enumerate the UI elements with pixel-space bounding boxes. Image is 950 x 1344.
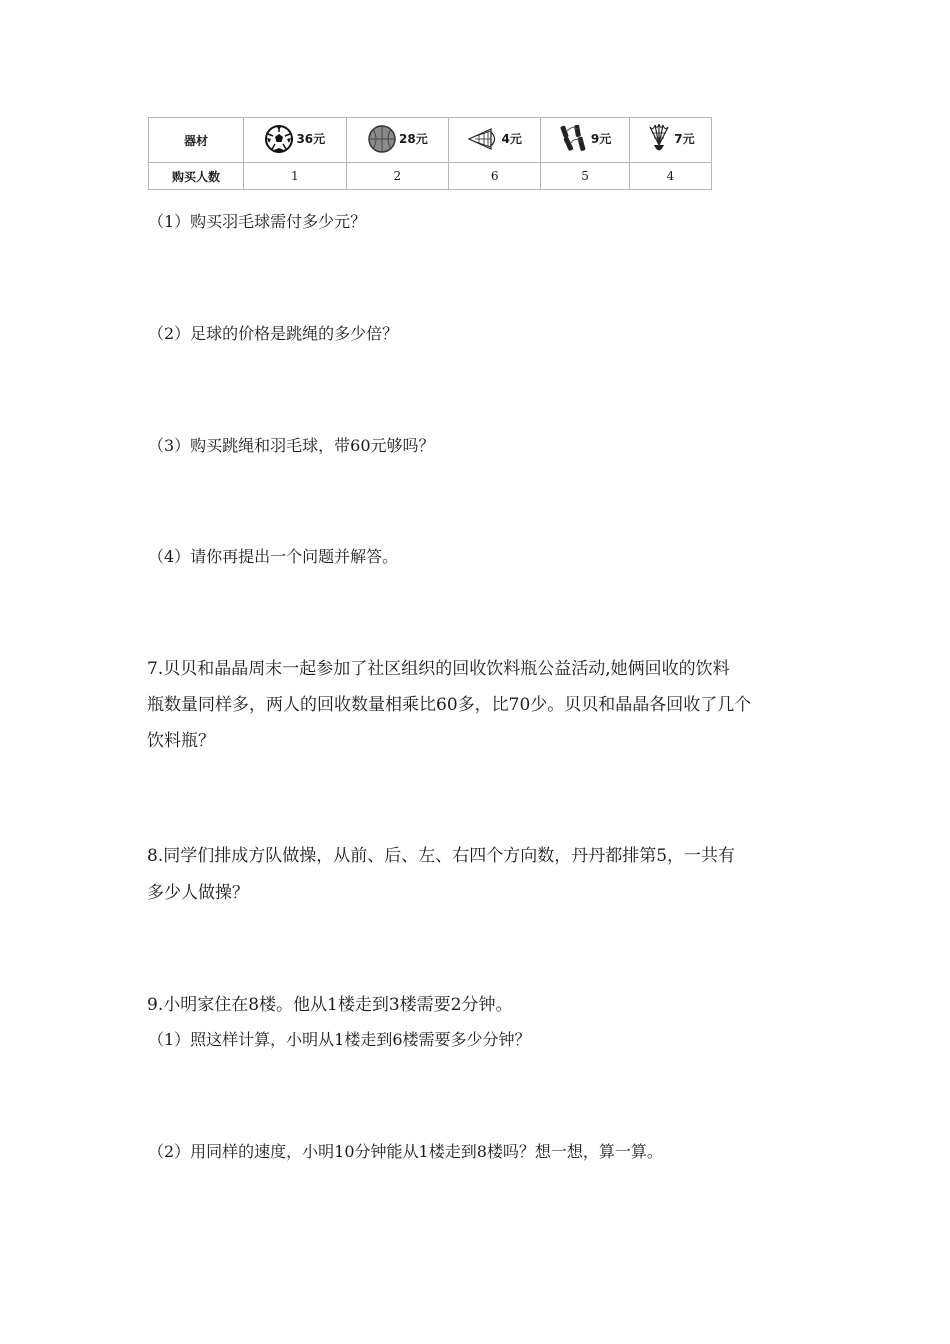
buyers-count: 5 [541,163,630,190]
q6-sub4: （4）请你再提出一个问题并解答。 [148,547,399,566]
table-cell [244,118,347,163]
table-cell [449,118,541,163]
buyers-count: 1 [244,163,347,190]
buyers-count: 2 [346,163,449,190]
q9-sub1: （1）照这样计算，小明从1楼走到6楼需要多少分钟？ [148,1030,531,1049]
shuttlecock-icon [467,126,499,152]
buyers-count: 4 [629,163,711,190]
table-cell [629,118,711,163]
price-label: 28元 [399,132,428,146]
price-label: 36元 [296,132,326,146]
q6-sub1: （1）购买羽毛球需付多少元？ [148,212,367,231]
basketball-icon [367,124,397,154]
badminton-shuttle-icon [646,123,672,155]
q7-line3: 饮料瓶？ [147,731,215,751]
q9-stem: 9.小明家住在8楼。他从1楼走到3楼需要2分钟。 [147,995,513,1015]
q8-line1: 8.同学们排成方队做操，从前、后、左、右四个方向数，丹丹都排第5，一共有 [147,846,736,866]
q6-sub3: （3）购买跳绳和羽毛球，带60元够吗？ [148,436,435,455]
table-header-label: 器材 [149,118,244,163]
q8-line2: 多少人做操？ [147,883,249,903]
price-label: 7元 [674,132,695,146]
table-row [149,118,712,163]
equipment-price-table [148,117,712,190]
q7-line2: 瓶数量同样多，两人的回收数量相乘比60多，比70少。贝贝和晶晶各回收了几个 [147,695,752,715]
q7-line1: 7.贝贝和晶晶周末一起参加了社区组织的回收饮料瓶公益活动,她俩回收的饮料 [147,659,730,679]
q9-sub2: （2）用同样的速度，小明10分钟能从1楼走到8楼吗？想一想，算一算。 [148,1142,663,1161]
buyers-row-label: 购买人数 [149,163,244,190]
table-cell [541,118,630,163]
price-label: 4元 [501,132,522,146]
jump-rope-icon [559,123,589,155]
q6-sub2: （2）足球的价格是跳绳的多少倍？ [148,324,399,343]
table-cell [346,118,449,163]
table-row [149,163,712,190]
buyers-count: 6 [449,163,541,190]
price-label: 9元 [590,132,612,146]
soccer-ball-icon [264,124,294,154]
